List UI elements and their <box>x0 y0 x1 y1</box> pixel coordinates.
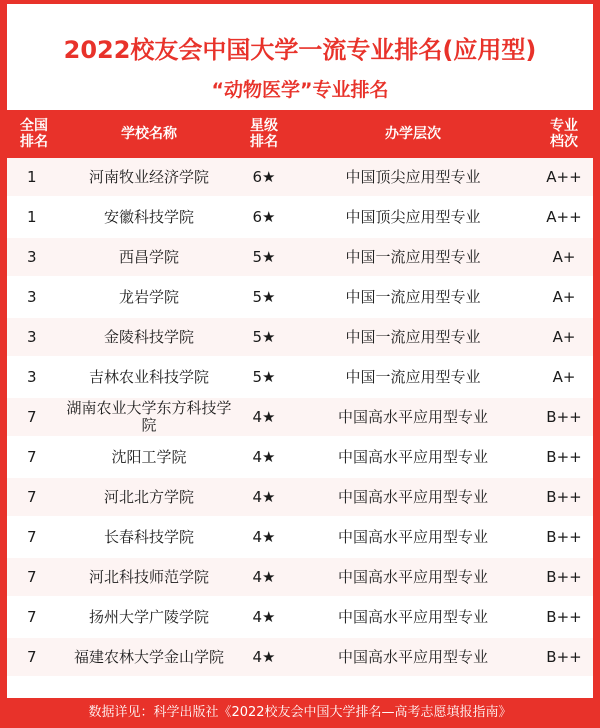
grade-cell: B++ <box>535 557 593 597</box>
table-row <box>7 397 593 437</box>
school-name-cell: 扬州大学广陵学院 <box>61 597 237 637</box>
level-cell: 中国高水平应用型专业 <box>291 477 535 517</box>
column-header-star <box>237 110 291 158</box>
table-row <box>7 597 593 637</box>
star-rank-cell: 5★ <box>237 357 291 397</box>
star-rank-cell: 4★ <box>237 437 291 477</box>
school-name-cell: 福建农林大学金山学院 <box>61 637 237 677</box>
table-row <box>7 477 593 517</box>
level-cell: 中国高水平应用型专业 <box>291 597 535 637</box>
star-rank-cell: 4★ <box>237 637 291 677</box>
level-cell: 中国一流应用型专业 <box>291 277 535 317</box>
grade-cell: B++ <box>535 437 593 477</box>
table-row <box>7 197 593 237</box>
school-name-cell: 金陵科技学院 <box>61 317 237 357</box>
grade-cell: B++ <box>535 397 593 437</box>
column-header-label: 全国 排名 <box>20 118 48 150</box>
level-cell: 中国高水平应用型专业 <box>291 637 535 677</box>
rank-cell: 1 <box>7 197 61 237</box>
star-rank-cell: 6★ <box>237 197 291 237</box>
table-row <box>7 517 593 557</box>
page-subtitle: “动物医学”专业排名 <box>211 79 389 101</box>
grade-cell: A++ <box>535 158 593 197</box>
grade-cell: A+ <box>535 317 593 357</box>
rank-cell: 7 <box>7 477 61 517</box>
school-name-cell: 安徽科技学院 <box>61 197 237 237</box>
grade-cell: A++ <box>535 197 593 237</box>
column-header-label: 学校名称 <box>121 126 177 142</box>
rank-cell: 7 <box>7 597 61 637</box>
star-rank-cell: 6★ <box>237 158 291 197</box>
level-cell: 中国顶尖应用型专业 <box>291 158 535 197</box>
column-header-level <box>291 110 535 158</box>
grade-cell: B++ <box>535 597 593 637</box>
level-cell: 中国一流应用型专业 <box>291 317 535 357</box>
school-name-cell: 吉林农业科技学院 <box>61 357 237 397</box>
page-title: 2022校友会中国大学一流专业排名(应用型) <box>63 36 537 64</box>
rank-cell: 7 <box>7 637 61 677</box>
table-row <box>7 158 593 197</box>
school-name-cell: 河北科技师范学院 <box>61 557 237 597</box>
star-rank-cell: 5★ <box>237 277 291 317</box>
level-cell: 中国一流应用型专业 <box>291 357 535 397</box>
star-rank-cell: 5★ <box>237 237 291 277</box>
table-header-row <box>7 110 593 158</box>
table-row <box>7 357 593 397</box>
star-rank-cell: 4★ <box>237 517 291 557</box>
school-name-cell: 长春科技学院 <box>61 517 237 557</box>
level-cell: 中国高水平应用型专业 <box>291 517 535 557</box>
rank-cell: 3 <box>7 277 61 317</box>
rank-cell: 1 <box>7 158 61 197</box>
table-row <box>7 557 593 597</box>
rank-cell: 3 <box>7 237 61 277</box>
level-cell: 中国一流应用型专业 <box>291 237 535 277</box>
grade-cell: B++ <box>535 637 593 677</box>
rank-cell: 7 <box>7 397 61 437</box>
grade-cell: B++ <box>535 517 593 557</box>
column-header-label: 办学层次 <box>385 126 441 142</box>
rank-cell: 3 <box>7 317 61 357</box>
column-header-grade <box>535 110 593 158</box>
column-header-rank <box>7 110 61 158</box>
column-header-label: 星级 排名 <box>250 118 278 150</box>
rank-cell: 7 <box>7 517 61 557</box>
level-cell: 中国高水平应用型专业 <box>291 557 535 597</box>
star-rank-cell: 4★ <box>237 477 291 517</box>
star-rank-cell: 4★ <box>237 557 291 597</box>
star-rank-cell: 4★ <box>237 397 291 437</box>
grade-cell: A+ <box>535 237 593 277</box>
school-name-cell: 沈阳工学院 <box>61 437 237 477</box>
ranking-table <box>7 110 593 678</box>
source-footer: 数据详见：科学出版社《2022校友会中国大学排名—高考志愿填报指南》 <box>7 698 593 728</box>
school-name-cell: 河北北方学院 <box>61 477 237 517</box>
level-cell: 中国高水平应用型专业 <box>291 437 535 477</box>
table-row <box>7 637 593 677</box>
school-name-cell: 河南牧业经济学院 <box>61 158 237 197</box>
column-header-label: 专业 档次 <box>550 118 578 150</box>
table-row <box>7 277 593 317</box>
level-cell: 中国高水平应用型专业 <box>291 397 535 437</box>
table-body <box>7 158 593 677</box>
star-rank-cell: 5★ <box>237 317 291 357</box>
school-name-cell: 龙岩学院 <box>61 277 237 317</box>
table-row <box>7 437 593 477</box>
column-header-school <box>61 110 237 158</box>
star-rank-cell: 4★ <box>237 597 291 637</box>
level-cell: 中国顶尖应用型专业 <box>291 197 535 237</box>
grade-cell: A+ <box>535 277 593 317</box>
grade-cell: A+ <box>535 357 593 397</box>
rank-cell: 7 <box>7 437 61 477</box>
grade-cell: B++ <box>535 477 593 517</box>
table-row <box>7 237 593 277</box>
rank-cell: 3 <box>7 357 61 397</box>
school-name-cell: 湖南农业大学东方科技学院 <box>61 397 237 437</box>
rank-cell: 7 <box>7 557 61 597</box>
table-row <box>7 317 593 357</box>
school-name-cell: 西昌学院 <box>61 237 237 277</box>
